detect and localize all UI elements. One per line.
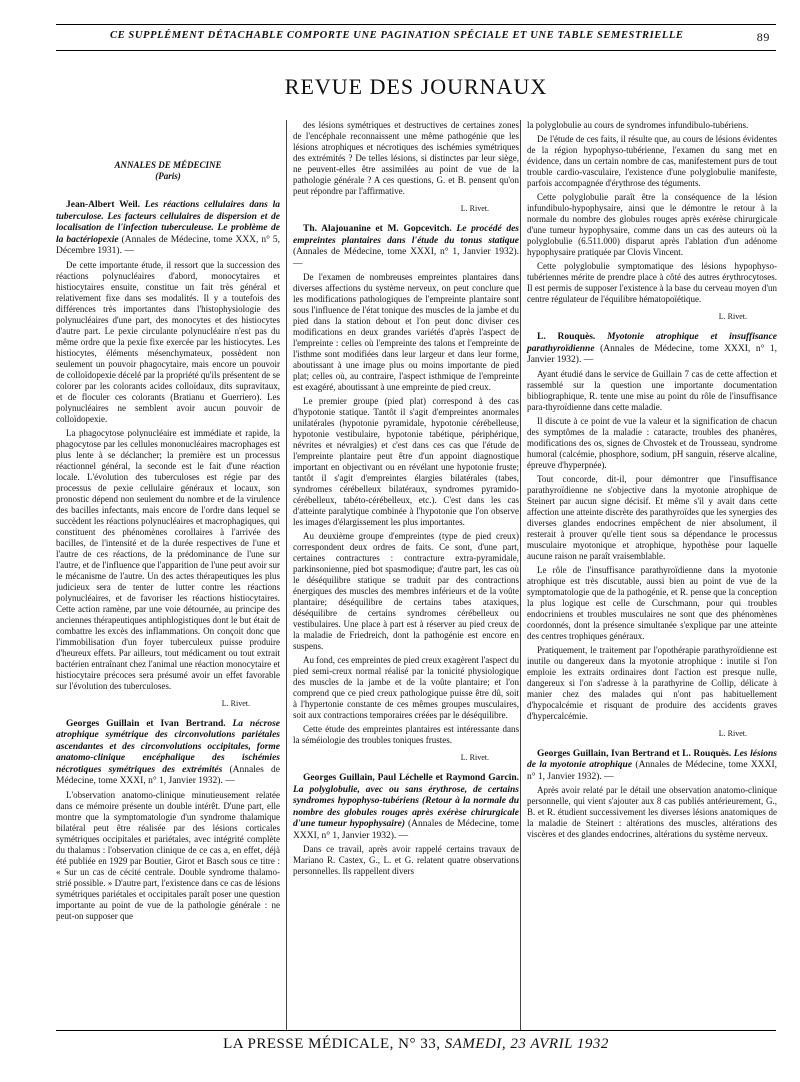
article-paragraph: Il discute à ce point de vue la valeur et la signification de chacun des symptômes de la maladie : cataracte, troubles des phanères, modifications des os, signes de Chvostek et de Trousseau, syndrome humoral (calcémie, phosphore, sodium, pH sanguin, réserve alcaline, épreuve d'hyperpnée).	[527, 415, 777, 470]
article-authors: Georges Guillain, Paul Léchelle et Raymond Garcin.	[303, 773, 519, 783]
article-paragraph: La phagocytose polynucléaire est immédiate et rapide, la phagocytose par les cellules mononucléaires macrophages est plus lente à se déclancher; la première est un processus réactionnel général, la seconde est le fait d'une réaction locale. L'évolution des tuberculoses est régie par des processus de pexie cellulaire généraux et locaux, son pronostic dépend non seulement du nombre et de la virulence des bacilles infectants, mais encore de l'ordre dans lequel se succèdent les réactions polynucléaires et macrophagiques, qui constituent des phénomènes corollaires à l'arrivée des bacilles, de l'intensité et de la durée respectives de l'une et l'autre de ces réactions, de la prédominance de l'une sur l'autre, et de l'influence que l'apparition de l'une peut avoir sur le mécanisme de l'autre. Un des actes thérapeutiques les plus judicieux sera de tenter de lutter contre les réactions polynucléaires, et de favoriser les réactions histiocytaires. Cette action ramène, par une voie détournée, au principe des anciennes thérapeutiques antiphlogistiques dont le but était de combattre les excès des inflammations. On conçoit donc que l'immobilisation d'un foyer tuberculeux puisse produire d'heureux effets. Par ailleurs, tout médicament ou tout extrait bactérien entraînant chez l'animal une réaction monocytaire et histiocytaire précoces sera présumé avoir un effet favorable sur l'évolution des tuberculoses.	[56, 427, 280, 691]
footer-date: SAMEDI, 23 AVRIL 1932	[444, 1036, 609, 1052]
article-alajouanine	[293, 224, 519, 763]
article-reference: (Annales de Médecine, tome XXXI, n° 1, Janvier 1932). —	[527, 343, 777, 365]
top-rule	[56, 24, 776, 25]
article-heading	[293, 773, 519, 842]
article-guillain-lechelle-garcin	[293, 773, 519, 877]
article-authors: Jean-Albert Weil.	[66, 200, 140, 210]
article-title: Les lésions de la myotonie atrophique	[527, 748, 777, 770]
article-signature: L. Rivet.	[221, 698, 250, 708]
article-reference: (Annales de Médecine, tome XXXI, n° 1, Janvier 1932). —	[56, 764, 280, 786]
newspaper-page	[56, 20, 776, 1070]
article-rouques	[527, 332, 777, 739]
article-heading	[56, 719, 280, 788]
article-paragraph: Cette étude des empreintes plantaires est intéressante dans la séméiologie des troubles toniques frustes.	[293, 724, 519, 745]
article-paragraph: L'observation anatomo-clinique minutieusement relatée dans ce mémoire présente un double intérêt. D'une part, elle montre que la symptomatologie d'un syndrome thalamique bilatéral peut être réalisée par des lésions corticales symétriques occipitales et pariétales, avec intégrité complète du thalamus : l'observation clinique de ce cas a, en effet, déjà été publiée en 1929 par Boutier, Girot et Basch sous ce titre : « Sur un cas de cécité centrale. Double syndrome thalamo-strié possible. » D'autre part, l'existence dans ce cas de lésions symétriques pariétales et occipitales paraît poser une question importante au point de vue de la pathologie générale : ne peut-on supposer que	[56, 789, 280, 921]
column-3	[520, 120, 777, 1030]
article-paragraph: Dans ce travail, après avoir rappelé certains travaux de Mariano R. Castex, G., L. et G. relatent quatre observations personnelles. Ils rappellent divers	[293, 844, 519, 876]
article-authors: L. Rouquès.	[537, 332, 596, 342]
article-paragraph: Au fond, ces empreintes de pied creux exagèrent l'aspect du pied semi-creux normal réalisé par la tonicité physiologique des muscles de la jambe et de la voûte plantaire; et l'on comprend que ce pied creux pathologique puisse être dû, soit à l'hypertonie constante de ces mêmes groupes musculaires, soit aux contractions temporaires créées par le déséquilibre.	[293, 655, 519, 720]
page-footer	[56, 1036, 776, 1053]
article-signature: L. Rivet.	[460, 204, 489, 213]
article-heading	[56, 200, 280, 258]
article-paragraph: De l'étude de ces faits, il résulte que, au cours de lésions évidentes de la région hypophyso-tubérienne, l'examen du sang met en évidence, dans un certain nombre de cas, manifestement purs de tout trouble cardio-vasculaire, l'existence d'une polyglobulie manifeste, parfois accompagnée d'érythrose des téguments.	[527, 134, 777, 188]
article-title: Le procédé des empreintes plantaires dans l'étude du tonus statique	[293, 224, 519, 246]
article-paragraph: Ayant étudié dans le service de Guillain 7 cas de cette affection et rassemblé sur la question une importante documentation bibliographique, R. tente une mise au point du rôle de l'insuffisance para-thyroïdienne dans cette maladie.	[527, 368, 777, 412]
article-heading	[527, 332, 777, 367]
article-title: La polyglobulie, avec ou sans érythrose, de certains syndromes hypophyso-tubériens (Retour à la normale du nombre des globules rouges après exérèse chirurgicale d'une tumeur hypophysaire)	[293, 784, 519, 829]
article-heading	[293, 224, 519, 270]
article-reference: (Annales de Médecine, tome XXXI, n° 1, Janvier 1932). —	[527, 760, 777, 782]
article-paragraph: Le premier groupe (pied plat) correspond à des cas d'hypotonie statique. Tantôt il s'agit d'empreintes anormales unilatérales (hypotonie pyramidale, hypotonie cérébelleuse, hypotonie vestibulaire, hypotonie tabétique, périphérique, névrites et névralgies) et c'est dans ces cas que l'étude de l'empreinte plantaire peut être d'un appoint diagnostique important en objectivant ou en révélant une hypotonie fruste; tantôt il s'agit d'empreintes élargies bilatérales (tabes, syndromes cérébelleux bilatéraux, syndromes pyramido-cérébelleux, tabéto-cérébelleux, etc.). C'est dans les cas d'atteinte paralytique combinée à l'hypotonie que l'on observe les images d'élargissement les plus importantes.	[293, 396, 519, 527]
article-reference: (Annales de Médecine, tome XXXI, n° 1, Janvier 1932). —	[293, 819, 519, 841]
article-authors: Th. Alajouanine et M. Gopcevitch.	[303, 224, 452, 234]
header-rule	[56, 50, 776, 51]
article-guillain-bertrand	[56, 719, 280, 922]
article-reference: (Annales de Médecine, tome XXX, n° 5, Décembre 1931). —	[56, 234, 280, 256]
article-title: Les réactions cellulaires dans la tuberculose. Les facteurs cellulaires de dispersion et de localisation de l'infection tuberculeuse. Le problème de la bactériopexie	[56, 200, 280, 245]
article-paragraph: Cette polyglobulie symptomatique des lésions hypophyso-tubériennes mérite de prendre place à côté des autres érythrocytoses. Il est permis de supposer l'existence à la base du cerveau moyen d'un centre régulateur de l'équilibre hématopoïétique.	[527, 261, 777, 304]
running-header	[56, 30, 776, 46]
article-paragraph: Le rôle de l'insuffisance parathyroïdienne dans la myotonie atrophique est très discutable, aussi bien au point de vue de la symptomatologie que de la pathogénie, et R. pense que la conception la plus logique est celle de Curschmann, pour qui troubles endocriniens et troubles musculaires ne sont que des phénomènes coordonnés, dont la présence simultanée s'explique par une atteinte des centres trophiques généraux.	[527, 564, 777, 641]
article-title: La nécrose atrophique symétrique des circonvolutions pariétales ascendantes et des circonvolutions occipitales, forme anatomo-clinique encéphalique des ischémies nécrotiques symétriques des extrémités	[56, 718, 280, 775]
section-heading: ANNALES DE MÉDECINE	[114, 160, 222, 170]
footer-rule	[56, 1030, 776, 1031]
column-1	[56, 120, 280, 1030]
column-2	[286, 120, 519, 1030]
article-paragraph: Après avoir relaté par le détail une observation anatomo-clinique personnelle, qui vient s'ajouter aux 8 cas publiés antérieurement, G., B. et R. étudient successivement les diverses lésions anatomiques de la maladie de Steinert : altérations des muscles, altérations des viscères et des glandes endocrines, altérations du système nerveux.	[527, 785, 777, 839]
article-paragraph: De l'examen de nombreuses empreintes plantaires dans diverses affections du système nerveux, on peut conclure que les modifications pathologiques de l'empreinte plantaire sont sous l'influence de l'état tonique des muscles de la jambe et du pied dans la station debout et l'on peut donc diviser ces modifications en deux grandes variétés d'après l'aspect de l'empreinte : celles où l'empreinte des talons et l'empreinte de l'isthme sont modifiées dans leur largeur et dans leur forme, aboutissant à une image plus ou moins importante de pied plat; celles où, au contraire, l'aspect isthmique de l'empreinte est exagéré, aboutissant à une empreinte de pied creux.	[293, 272, 519, 392]
article-weil	[56, 200, 280, 709]
article-signature: L. Rivet.	[718, 312, 747, 321]
article-reference: (Annales de Médecine, tome XXXI, n° 1, Janvier 1932). —	[293, 247, 519, 269]
article-paragraph: Tout concorde, dit-il, pour démontrer que l'insuffisance parathyroïdienne ne s'objective dans la myotonie atrophique de Steinert par aucun signe décisif. Et même s'il y avait dans cette affection une atteinte discrète des parathyroïdes que les synergies des diverses glandes endocrines empêchent de nier absolument, il resterait à prouver qu'elle tient sous sa dépendance le processus musculaire myotonique et atrophique, hypothèse pour laquelle aucune raison ne paraît vraisemblable.	[527, 473, 777, 561]
article-paragraph: Pratiquement, le traitement par l'opothérapie parathyroïdienne est inutile ou dangereux dans la myotonie atrophique : inutile si l'on emploie les extraits ordinaires dont l'action est presque nulle, dangereux si l'on s'adresse à la parathyrine de Collip, délicate à manier chez des malades qui n'ont pas habituellement d'hypocalcémie et risquant de produire des accidents graves d'hypercalcémie.	[527, 644, 777, 721]
footer-journal: LA PRESSE MÉDICALE, N° 33,	[223, 1036, 441, 1052]
article-paragraph: la polyglobulie au cours de syndromes infundibulo-tubériens.	[527, 120, 749, 130]
page-number: 89	[756, 30, 770, 44]
article-signature: L. Rivet.	[460, 753, 489, 762]
article-paragraph: De cette importante étude, il ressort que la succession des réactions polynucléaires d'abord, monocytaires et histiocytaires ensuite, constitue un fait très général et relativement fixe dans ses modalités. Il y a toutefois des différences très importantes dans l'histophysiologie des polynucléaires d'une part, des monocytes et des histiocytes d'autre part. Le pexie circulante polynucléaire n'est pas du même ordre que la pexie fixe exercée par les histiocytes. Les histiocytes, éléments mésenchymateux, possèdent non seulement un pouvoir phagocytaire, mais encore un pouvoir de colloïdopexie décelé par la propriété qu'ils présentent de se colorer par les colorants acides colloïdaux, dits supravitaux, et de floculer ces colorants (Bratianu et Guerriero). Les polynucléaires ne semblent avoir aucun pouvoir de colloïdopexie.	[56, 259, 280, 424]
supplement-banner: CE SUPPLÉMENT DÉTACHABLE COMPORTE UNE PAGINATION SPÉCIALE ET UNE TABLE SEMESTRIELLE	[110, 30, 684, 41]
article-signature: L. Rivet.	[718, 728, 747, 738]
article-heading	[527, 749, 777, 784]
article-authors: Georges Guillain et Ivan Bertrand.	[66, 718, 226, 729]
section-subheading: (Paris)	[155, 171, 181, 181]
article-title: Myotonie atrophique et insuffisance parathyroïdienne	[527, 332, 777, 354]
article-authors: Georges Guillain, Ivan Bertrand et L. Rouquès.	[537, 748, 732, 759]
page-title: REVUE DES JOURNAUX	[284, 74, 548, 99]
article-paragraph: Cette polyglobulie paraît être la conséquence de la lésion infundibulo-hypophysaire, ainsi que le démontre le retour à la normale du nombre des globules rouges après exérèse chirurgicale d'une tumeur hypophysaire, comme dans un cas des auteurs où la polyglobulie (6.511.000) disparut après l'ablation d'un adénome hypophysaire pratiquée par Clovis Vincent.	[527, 192, 777, 257]
article-paragraph: Au deuxième groupe d'empreintes (type de pied creux) correspondent deux ordres de faits. Ce sont, d'une part, certaines contractures : contracture extra-pyramidale, parkinsonienne, pied bot spasmodique; d'autre part, les cas où le déséquilibre statique se traduit par des contractions énergiques des muscles des membres inférieurs et de la voûte plantaire; déséquilibre de certains tabes ataxiques, déséquilibre de certains syndromes cérébelleux ou vestibulaires. Une place à part est à réserver au pied creux de la maladie de Friedreich, dont la pathogénie est encore en suspens.	[293, 531, 519, 651]
article-guillain-bertrand-rouques	[527, 749, 777, 841]
article-paragraph: des lésions symétriques et destructives de certaines zones de l'encéphale reconnaissent une même pathogénie que les lésions atrophiques et nécrotiques des ischémies symétriques des extrémités ? De telles lésions, si distinctes par leur siège, ne peuvent-elles être assimilées au point de vue de la pathologie générale ? A ces questions, G. et B. pensent qu'on peut répondre par l'affirmative.	[293, 120, 519, 196]
